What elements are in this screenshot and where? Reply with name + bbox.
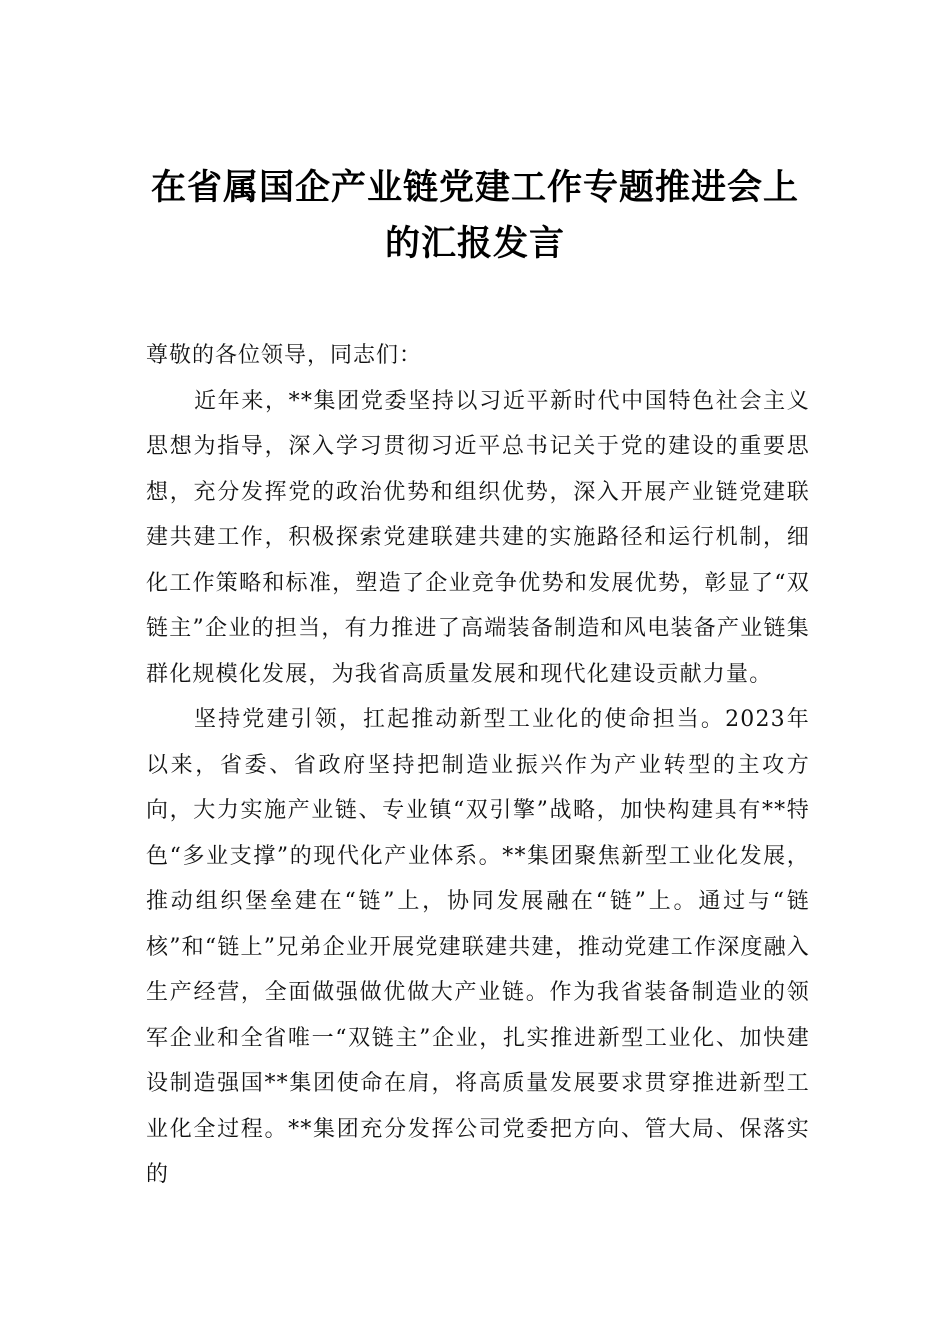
document-title [140, 160, 810, 272]
paragraph-party-building: 坚持党建引领，扛起推动新型工业化的使命担当。2023年以来，省委、省政府坚持把制造业振兴作为产业转型的主攻方向，大力实施产业链、专业镇“双引擎”战略，加快构建具有**特色“多业支撑”的现代化产业体系。**集团聚焦新型工业化发展，推动组织堡垒建在“链”上，协同发展融在“链”上。通过与“链核”和“链上”兄弟企业开展党建联建共建，推动党建工作深度融入生产经营，全面做强做优做大产业链。作为我省装备制造业的领军企业和全省唯一“双链主”企业，扎实推进新型工业化、加快建设制造强国**集团使命在肩，将高质量发展要求贯穿推进新型工业化全过程。**集团充分发挥公司党委把方向、管大局、保落实的 [146, 707, 810, 1187]
salutation: 尊敬的各位领导，同志们： [146, 343, 423, 368]
title-line-1: 在省属国企产业链党建工作专题推进会上 [150, 167, 799, 208]
document-body [146, 333, 810, 1198]
title-line-2: 的汇报发言 [384, 223, 565, 264]
paragraph-intro: 近年来，**集团党委坚持以习近平新时代中国特色社会主义思想为指导，深入学习贯彻习近平总书记关于党的建设的重要思想，充分发挥党的政治优势和组织优势，深入开展产业链党建联建共建工作，积极探索党建联建共建的实施路径和运行机制，细化工作策略和标准，塑造了企业竞争优势和发展优势，彰显了“双链主”企业的担当，有力推进了高端装备制造和风电装备产业链集群化规模化发展，为我省高质量发展和现代化建设贡献力量。 [146, 388, 810, 687]
